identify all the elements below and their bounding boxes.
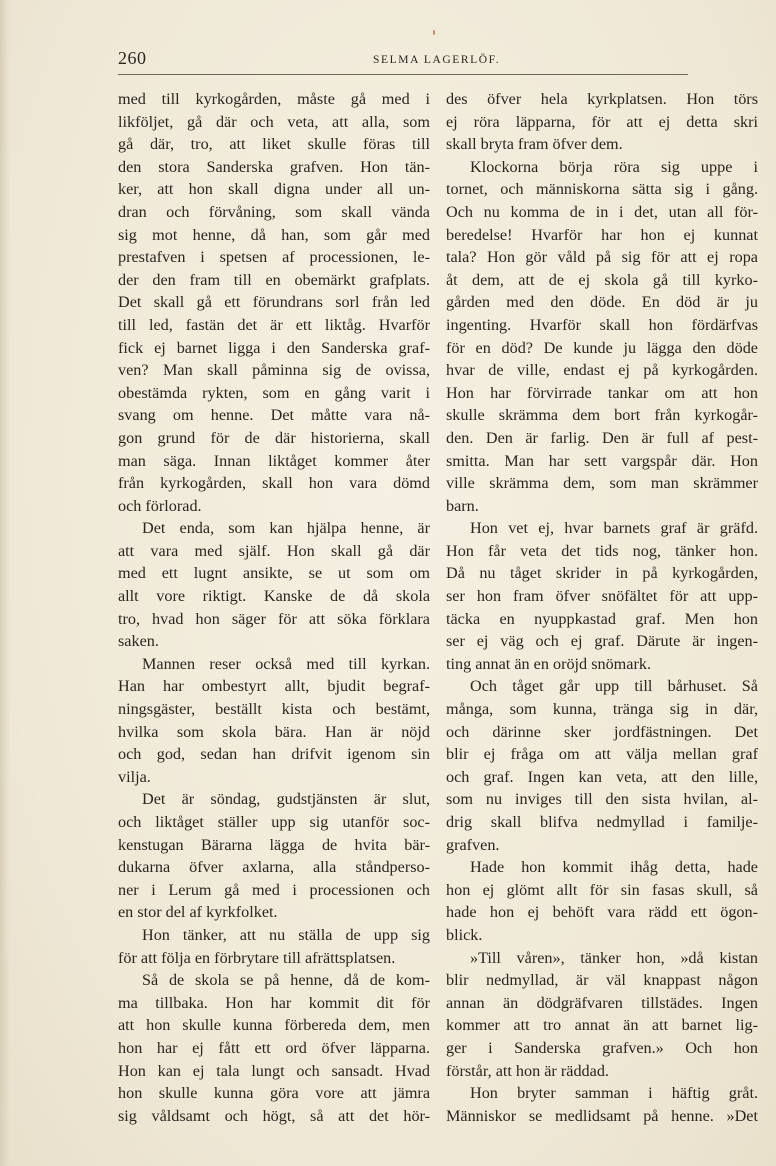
- text-line: gården med den döde. En död är ju: [446, 293, 758, 312]
- text-line: man säga. Innan liktåget kommer åter: [118, 451, 430, 470]
- text-line: tornet, och människorna sätta sig i gång.: [446, 180, 758, 199]
- text-line: Och tåget går upp till bårhuset. Så: [470, 677, 758, 696]
- text-line: saken.: [118, 632, 159, 651]
- text-line: obestämda rykten, som en gång varit i: [118, 383, 430, 402]
- text-line: Så de skola se på henne, då de kom-: [142, 971, 430, 990]
- text-line: tro, hvad hon säger för att söka förklara: [118, 609, 430, 628]
- header-rule: [118, 74, 688, 75]
- text-line: Och nu komma de in i det, utan all för-: [446, 202, 758, 221]
- text-line: ker, att hon skall digna under all un-: [118, 180, 430, 199]
- text-line: Hon bryter samman i häftig gråt.: [470, 1084, 758, 1103]
- text-line: Det skall gå ett förundrans sorl från led: [118, 293, 430, 312]
- text-line: för en död? De kunde ju lägga den döde: [446, 338, 758, 357]
- text-line: barn.: [446, 496, 479, 515]
- text-line: Hon kan ej tala lungt och sansadt. Hvad: [118, 1061, 430, 1080]
- text-line: sig mot henne, då han, som går med: [118, 225, 430, 244]
- text-line: ma tillbaka. Hon har kommit dit för: [118, 993, 430, 1012]
- text-line: allt vore riktigt. Kanske de då skola: [118, 587, 430, 606]
- text-line: ser hon fram öfver snöfältet för att upp-: [446, 587, 758, 606]
- left-column: [118, 88, 430, 1127]
- text-line: dukarna öfver axlarna, alla ståndperso-: [118, 858, 430, 877]
- text-line: Hon vet ej, hvar barnets graf är gräfd.: [470, 519, 758, 538]
- page-number: 260: [118, 48, 147, 68]
- ink-mark: [433, 30, 435, 35]
- text-line: och därinne sker jordfästningen. Det: [446, 722, 758, 741]
- text-line: tala? Hon gör våld på sig för att ej ropa: [446, 248, 758, 267]
- text-line: ser ej väg och ej graf. Därute är ingen-: [446, 632, 758, 651]
- text-line: från kyrkogården, skall hon vara dömd: [118, 474, 430, 493]
- text-line: ger i Sanderska grafven.» Och hon: [446, 1038, 758, 1057]
- running-head: SELMA LAGERLÖF.: [373, 54, 501, 66]
- text-line: för att följa en förbrytare till afrättsplatsen.: [118, 948, 396, 967]
- text-line: blir nedmyllad, är väl knappast någon: [446, 971, 758, 990]
- text-line: och graf. Ingen kan veta, att den lille,: [446, 767, 758, 786]
- text-line: Människor se medlidsamt på henne. »Det: [446, 1106, 758, 1125]
- text-line: Hon har förvirrade tankar om att hon: [446, 383, 758, 402]
- text-line: ville skrämma dem, som man skrämmer: [446, 474, 758, 493]
- text-line: många, som kunna, tränga sig in där,: [446, 700, 758, 719]
- text-line: hon skulle kunna göra vore att jämra: [118, 1084, 430, 1103]
- text-line: gå där, tro, att liket skulle föras till: [118, 135, 430, 154]
- text-line: ven? Man skall påminna sig de ovissa,: [118, 361, 430, 380]
- text-line: skulle skrämma dem bort från kyrkogår-: [446, 406, 758, 425]
- text-line: grafven.: [446, 835, 500, 854]
- text-line: hvilka som skola bära. Han är nöjd: [118, 722, 430, 741]
- text-line: dran och förvåning, som skall vända: [118, 202, 430, 221]
- text-line: åt dem, att de ej skola gå till kyrko-: [446, 270, 758, 289]
- text-line: och god, sedan han drifvit igenom sin: [118, 745, 430, 764]
- text-line: Hade hon kommit ihåg detta, hade: [470, 858, 758, 877]
- text-line: svang om henne. Det måtte vara nå-: [118, 406, 430, 425]
- text-line: kommer att tro annat än att barnet lig-: [446, 1016, 758, 1035]
- text-line: Då nu tåget skrider in på kyrkogården,: [446, 564, 758, 583]
- text-line: den stora Sanderska grafven. Hon tän-: [118, 157, 430, 176]
- text-line: den. Den är farlig. Den är full af pest-: [446, 428, 758, 447]
- text-line: sig våldsamt och högt, så att det hör-: [118, 1106, 430, 1125]
- text-line: att hon skulle kunna förbereda dem, men: [118, 1016, 430, 1035]
- text-line: att vara med själf. Hon skall gå där: [118, 541, 430, 560]
- text-line: Hon tänker, att nu ställa de upp sig: [142, 925, 430, 944]
- text-line: blir ej fråga om att välja mellan graf: [446, 745, 758, 764]
- text-line: der den fram till en obemärkt grafplats.: [118, 270, 430, 289]
- text-line: ner i Lerum gå med i processionen och: [118, 880, 430, 899]
- text-line: och liktåget ställer upp sig utanför soc-: [118, 813, 430, 831]
- text-line: beredelse! Hvarför har hon ej kunnat: [446, 225, 758, 244]
- text-line: vilja.: [118, 767, 151, 786]
- text-line: des öfver hela kyrkplatsen. Hon törs: [446, 90, 758, 108]
- text-line: skall bryta fram öfver dem.: [446, 135, 623, 154]
- text-line: med ett lugnt ansikte, se ut som om: [118, 564, 430, 583]
- text-line: Hon får veta det tids nog, tänker hon.: [446, 541, 758, 560]
- text-line: förstår, att hon är räddad.: [446, 1061, 609, 1080]
- text-line: gon grund för de där historierna, skall: [118, 428, 430, 447]
- text-line: en stor del af kyrkfolket.: [118, 903, 278, 922]
- text-line: ej röra läpparna, för att ej detta skri: [446, 112, 758, 131]
- text-line: »Till våren», tänker hon, »då kistan: [470, 948, 758, 967]
- text-line: och förlorad.: [118, 496, 202, 515]
- text-line: smitta. Man har sett vargspår där. Hon: [446, 451, 758, 470]
- text-line: ingenting. Hvarför skall hon fördärfvas: [446, 315, 758, 334]
- text-line: till led, fastän det är ett liktåg. Hvarför: [118, 315, 430, 334]
- text-line: blick.: [446, 925, 483, 944]
- text-line: hade hon ej behöft vara rädd ett ögon-: [446, 903, 758, 922]
- text-line: fick ej barnet ligga i den Sanderska graf-: [118, 338, 430, 357]
- text-line: Det är söndag, gudstjänsten är slut,: [142, 790, 430, 809]
- text-line: täcka en nyuppkastad graf. Men hon: [446, 609, 758, 628]
- text-line: hon har ej fått ett ord öfver läpparna.: [118, 1038, 430, 1057]
- right-column: [446, 88, 758, 1127]
- text-line: ningsgäster, beställt kista och bestämt,: [118, 700, 430, 719]
- text-line: hvar de ville, endast ej på kyrkogården.: [446, 361, 758, 380]
- text-line: ting annat än en oröjd snömark.: [446, 654, 651, 673]
- text-line: Det enda, som kan hjälpa henne, är: [142, 519, 430, 538]
- page-edge-shadow: [0, 0, 10, 1166]
- text-line: Han har ombestyrt allt, bjudit begraf-: [118, 677, 430, 696]
- text-line: Mannen reser också med till kyrkan.: [142, 654, 430, 673]
- text-line: annan än dödgräfvaren tillstädes. Ingen: [446, 993, 758, 1012]
- text-line: kenstugan Bärarna lägga de hvita bär-: [118, 835, 430, 854]
- text-line: hon ej glömt allt för sin fasas skull, så: [446, 880, 758, 899]
- text-line: likföljet, gå där och veta, att alla, som: [118, 112, 430, 131]
- text-line: som nu inviges till den sista hvilan, al-: [446, 790, 758, 809]
- text-line: drig skall blifva nedmyllad i familje-: [446, 813, 758, 831]
- text-line: prestafven i spetsen af processionen, le-: [118, 248, 430, 267]
- page-header: [118, 44, 688, 74]
- text-line: Klockorna börja röra sig uppe i: [470, 157, 758, 176]
- text-line: med till kyrkogården, måste gå med i: [118, 90, 430, 108]
